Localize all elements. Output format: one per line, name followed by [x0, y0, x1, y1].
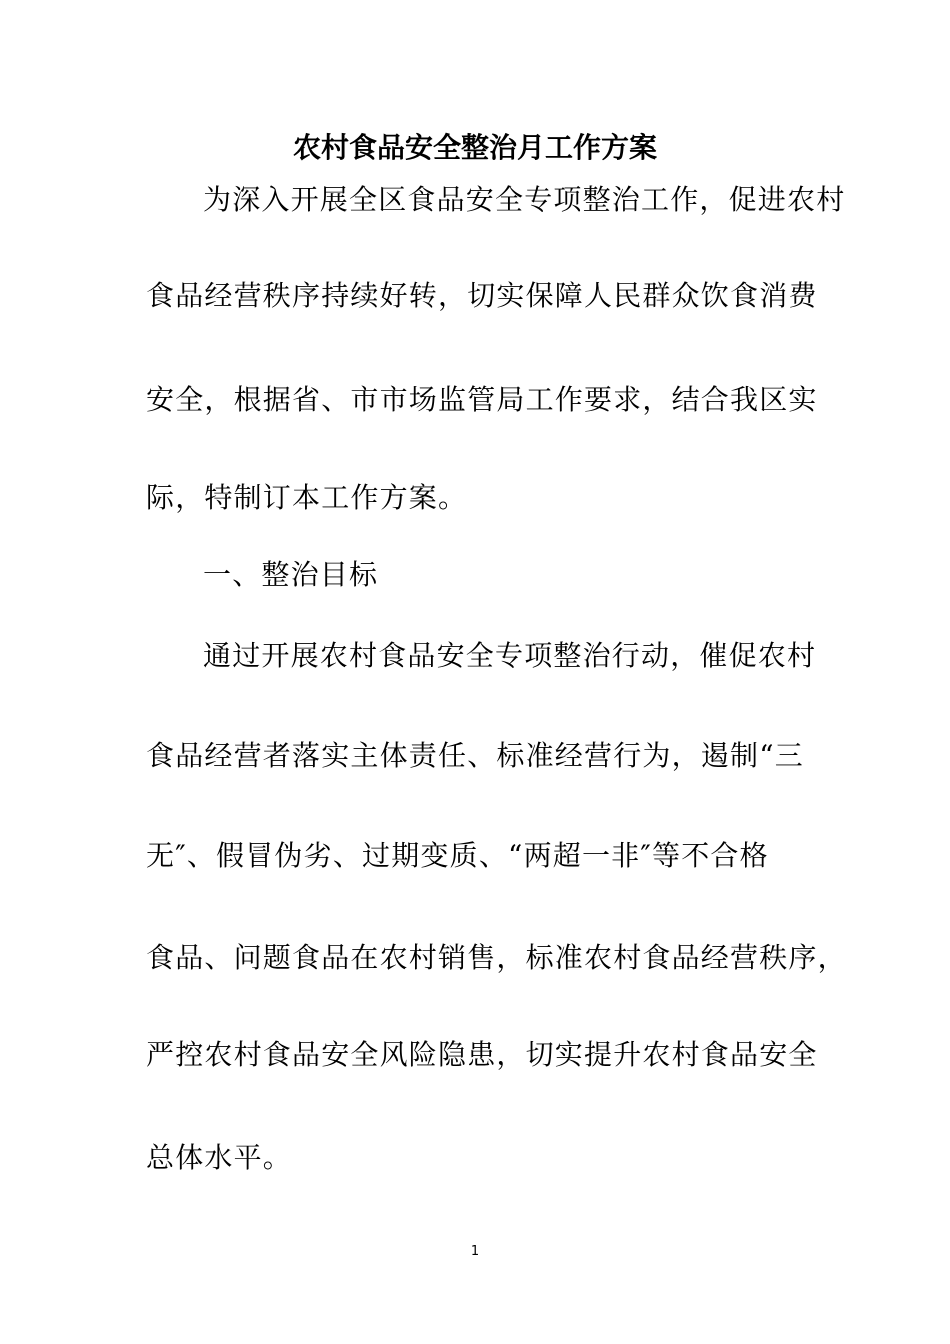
paragraph-line: 无″、假冒伪劣、过期变质、“两超一非″等不合格 [146, 839, 769, 872]
page-number: 1 [470, 1244, 480, 1259]
paragraph-line: 安全，根据省、市市场监管局工作要求，结合我区实 [146, 383, 818, 416]
document-title: 农村食品安全整治月工作方案 [292, 131, 657, 164]
paragraph-line: 食品经营秩序持续好转，切实保障人民群众饮食消费 [146, 279, 818, 312]
paragraph-line: 为深入开展全区食品安全专项整治工作，促进农村 [203, 183, 846, 216]
paragraph-line: 通过开展农村食品安全专项整治行动，催促农村 [203, 639, 817, 672]
section-heading: 一、整治目标 [203, 558, 379, 591]
paragraph-line: 际，特制订本工作方案。 [146, 481, 468, 514]
paragraph-line: 食品、问题食品在农村销售，标准农村食品经营秩序， [146, 941, 847, 974]
paragraph-line: 食品经营者落实主体责任、标准经营行为，遏制“三 [146, 739, 804, 772]
paragraph-line: 总体水平。 [146, 1141, 293, 1174]
paragraph-line: 严控农村食品安全风险隐患，切实提升农村食品安全 [146, 1038, 818, 1071]
